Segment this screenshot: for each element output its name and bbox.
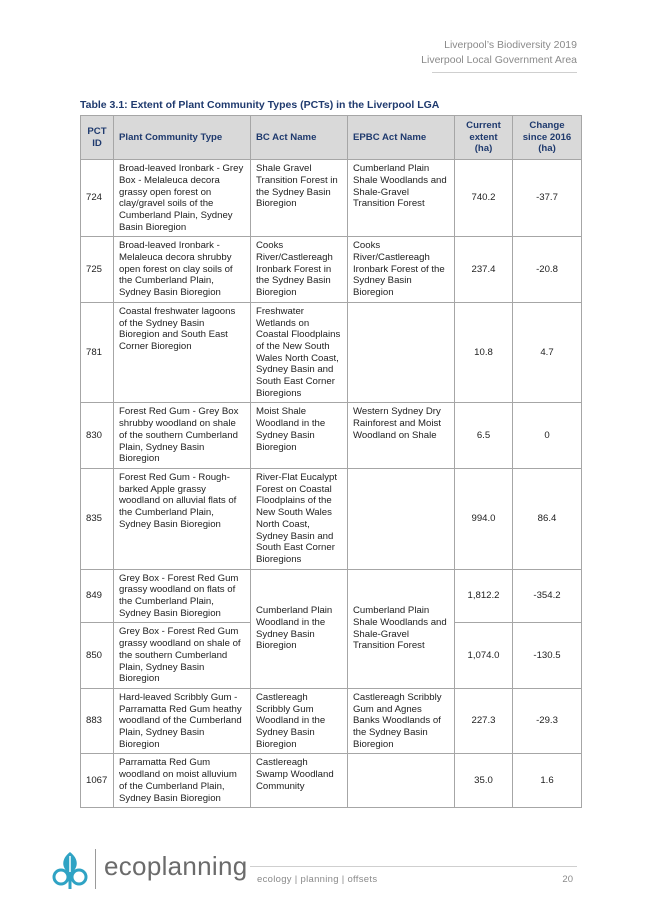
epbc-act-name-cell: Castlereagh Scribbly Gum and Agnes Banks Woodlands of the Sydney Basin Bioregion <box>348 688 455 754</box>
col-header-pct-id: PCT ID <box>81 116 114 160</box>
bc-act-name-cell: Castlereagh Swamp Woodland Community <box>251 754 348 808</box>
current-extent-cell: 1,074.0 <box>455 623 513 689</box>
bc-act-name-cell: Moist Shale Woodland in the Sydney Basin Bioregion <box>251 403 348 469</box>
footer-tagline: ecology | planning | offsets <box>257 874 378 885</box>
logo-divider <box>95 849 96 889</box>
change-cell: 0 <box>513 403 582 469</box>
current-extent-cell: 740.2 <box>455 160 513 237</box>
change-cell: -354.2 <box>513 569 582 623</box>
table-row <box>81 302 582 403</box>
plant-community-type-cell: Broad-leaved Ironbark - Grey Box - Melaleuca decora grassy open forest on clay/gravel soils of the Cumberland Plain, Sydney Basin Bioregion <box>114 160 251 237</box>
change-cell: 86.4 <box>513 468 582 569</box>
change-cell: -20.8 <box>513 237 582 303</box>
epbc-act-name-cell <box>348 468 455 569</box>
footer-rule <box>250 866 577 867</box>
pct-id-cell: 724 <box>81 160 114 237</box>
epbc-act-name-cell: Cooks River/Castlereagh Ironbark Forest of the Sydney Basin Bioregion <box>348 237 455 303</box>
change-cell: -130.5 <box>513 623 582 689</box>
report-title: Liverpool’s Biodiversity 2019 <box>444 39 577 51</box>
table-row <box>81 237 582 303</box>
pct-id-cell: 725 <box>81 237 114 303</box>
epbc-act-name-cell <box>348 754 455 808</box>
change-cell: -29.3 <box>513 688 582 754</box>
current-extent-cell: 6.5 <box>455 403 513 469</box>
epbc-act-name-cell: Western Sydney Dry Rainforest and Moist Woodland on Shale <box>348 403 455 469</box>
table-row <box>81 403 582 469</box>
bc-act-name-cell: Cooks River/Castlereagh Ironbark Forest in the Sydney Basin Bioregion <box>251 237 348 303</box>
table-row <box>81 754 582 808</box>
pct-id-cell: 1067 <box>81 754 114 808</box>
current-extent-cell: 35.0 <box>455 754 513 808</box>
ecoplanning-leaf-logo-icon <box>52 850 88 890</box>
table-row <box>81 569 582 623</box>
bc-act-name-cell: Shale Gravel Transition Forest in the Sydney Basin Bioregion <box>251 160 348 237</box>
pct-id-cell: 883 <box>81 688 114 754</box>
current-extent-cell: 237.4 <box>455 237 513 303</box>
plant-community-type-cell: Grey Box - Forest Red Gum grassy woodland on flats of the Cumberland Plain, Sydney Basin Bioregion <box>114 569 251 623</box>
table-row <box>81 688 582 754</box>
plant-community-type-cell: Grey Box - Forest Red Gum grassy woodland on shale of the southern Cumberland Plain, Sydney Basin Bioregion <box>114 623 251 689</box>
plant-community-type-cell: Parramatta Red Gum woodland on moist alluvium of the Cumberland Plain, Sydney Basin Bioregion <box>114 754 251 808</box>
current-extent-cell: 1,812.2 <box>455 569 513 623</box>
plant-community-type-cell: Forest Red Gum - Grey Box shrubby woodland on shale of the southern Cumberland Plain, Sydney Basin Bioregion <box>114 403 251 469</box>
change-cell: 1.6 <box>513 754 582 808</box>
current-extent-cell: 994.0 <box>455 468 513 569</box>
bc-act-name-cell: River-Flat Eucalypt Forest on Coastal Floodplains of the New South Wales North Coast, Sydney Basin and South East Corner Bioregions <box>251 468 348 569</box>
plant-community-type-cell: Coastal freshwater lagoons of the Sydney Basin Bioregion and South East Corner Bioregion <box>114 302 251 403</box>
col-header-epbc-act-name: EPBC Act Name <box>348 116 455 160</box>
plant-community-type-cell: Broad-leaved Ironbark - Melaleuca decora shrubby open forest on clay soils of the Cumberland Plain, Sydney Basin Bioregion <box>114 237 251 303</box>
epbc-act-name-cell: Cumberland Plain Shale Woodlands and Shale-Gravel Transition Forest <box>348 160 455 237</box>
col-header-bc-act-name: BC Act Name <box>251 116 348 160</box>
brand-name: ecoplanning <box>104 851 248 881</box>
page-number: 20 <box>562 874 573 885</box>
report-area: Liverpool Local Government Area <box>421 54 577 66</box>
table-row <box>81 160 582 237</box>
table-header-row <box>81 116 582 160</box>
bc-act-name-merged-cell: Cumberland Plain Woodland in the Sydney Basin Bioregion <box>251 569 348 688</box>
col-header-change-since-2016: Change since 2016 (ha) <box>513 116 582 160</box>
pct-id-cell: 830 <box>81 403 114 469</box>
pct-id-cell: 849 <box>81 569 114 623</box>
plant-community-type-cell: Hard-leaved Scribbly Gum - Parramatta Red Gum heathy woodland of the Cumberland Plain, Sydney Basin Bioregion <box>114 688 251 754</box>
col-header-current-extent: Current extent (ha) <box>455 116 513 160</box>
pct-id-cell: 850 <box>81 623 114 689</box>
bc-act-name-cell: Freshwater Wetlands on Coastal Floodplains of the New South Wales North Coast, Sydney Basin and South East Corner Bioregions <box>251 302 348 403</box>
epbc-act-name-merged-cell: Cumberland Plain Shale Woodlands and Shale-Gravel Transition Forest <box>348 569 455 688</box>
change-cell: -37.7 <box>513 160 582 237</box>
current-extent-cell: 227.3 <box>455 688 513 754</box>
pct-table <box>80 115 582 808</box>
bc-act-name-cell: Castlereagh Scribbly Gum Woodland in the Sydney Basin Bioregion <box>251 688 348 754</box>
running-header <box>421 38 577 68</box>
epbc-act-name-cell <box>348 302 455 403</box>
header-rule <box>432 72 577 73</box>
current-extent-cell: 10.8 <box>455 302 513 403</box>
pct-id-cell: 835 <box>81 468 114 569</box>
table-caption: Table 3.1: Extent of Plant Community Types (PCTs) in the Liverpool LGA <box>80 99 440 111</box>
table-row <box>81 468 582 569</box>
col-header-plant-community-type: Plant Community Type <box>114 116 251 160</box>
plant-community-type-cell: Forest Red Gum - Rough-barked Apple grassy woodland on alluvial flats of the Cumberland Plain, Sydney Basin Bioregion <box>114 468 251 569</box>
change-cell: 4.7 <box>513 302 582 403</box>
pct-id-cell: 781 <box>81 302 114 403</box>
